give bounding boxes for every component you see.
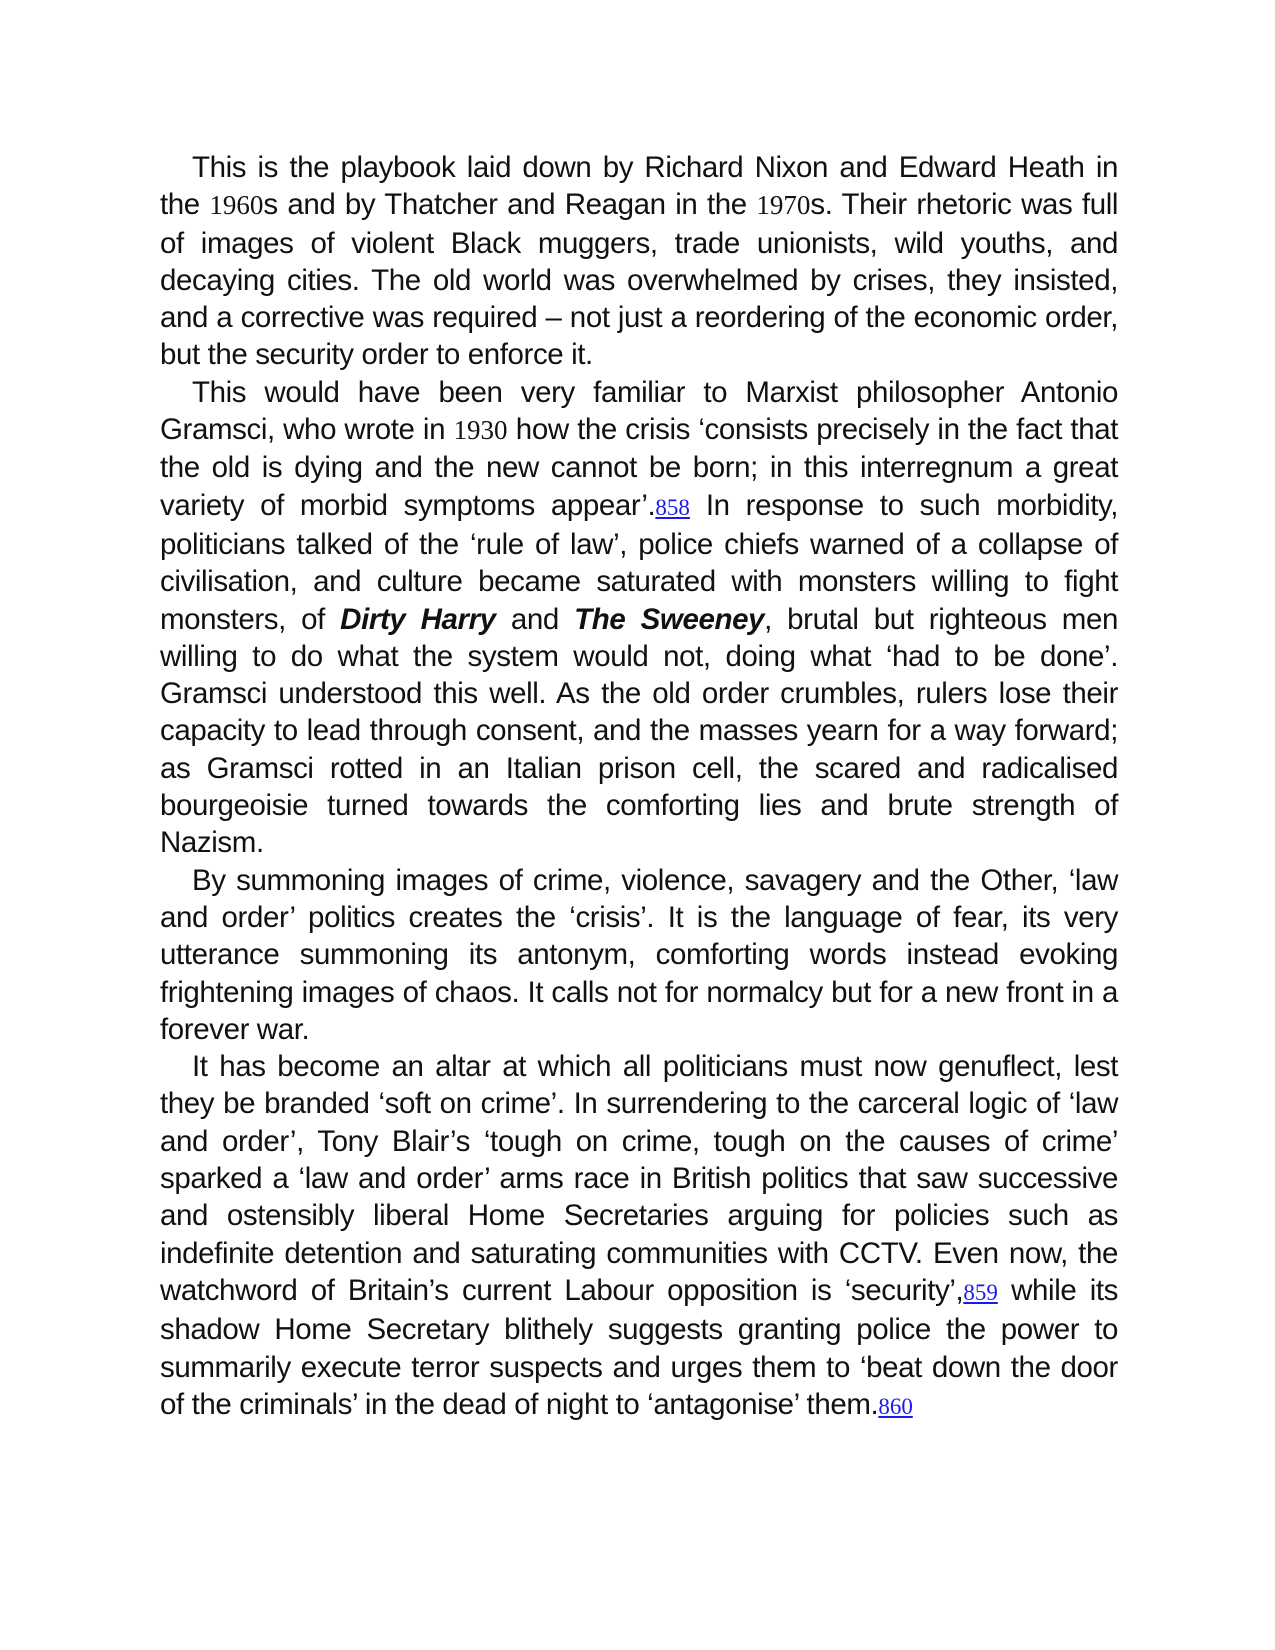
- year-number: 1970: [756, 190, 811, 221]
- footnote-link-860[interactable]: 860: [878, 1393, 913, 1419]
- paragraph-4: [160, 1048, 1118, 1425]
- paragraph-text: s and by Thatcher and Reagan in the: [263, 188, 757, 222]
- paragraph-1: [160, 149, 1118, 374]
- year-number: 1960: [209, 190, 264, 221]
- paragraph-text: while its shadow Home Secretary blithely suggests granting police the power to summarily execute terror suspects and urges them to ‘beat down the door of the criminals’ in the dead of night to ‘antagonise’ them.: [160, 1273, 1118, 1421]
- footnote-link-859[interactable]: 859: [963, 1279, 998, 1305]
- show-title-the-sweeney: The Sweeney: [574, 602, 765, 636]
- paragraph-text: and: [495, 602, 575, 636]
- paragraph-text: This would have been very familiar to Marxist philosopher Antonio Gramsci, who wrote in: [160, 375, 1118, 447]
- paragraph-text: s. Their rhetoric was full of images of violent Black muggers, trade unionists, wild youths, and decaying cities. The old world was overwhelmed by crises, they insisted, and a corrective was required – not just a reordering of the economic order, but the security order to enforce it.: [160, 188, 1119, 372]
- paragraph-text: It has become an altar at which all politicians must now genuflect, lest they be branded ‘soft on crime’. In surrendering to the carceral logic of ‘law and order’, Tony Blair’s ‘tough on crime, tough on the causes of crime’ sparked a ‘law and order’ arms race in British politics that saw successive and ostensibly liberal Home Secretaries arguing for policies such as indefinite detention and saturating communities with CCTV. Even now, the watchword of Britain’s current Labour opposition is ‘security’,: [160, 1050, 1118, 1307]
- paragraph-2: [160, 374, 1118, 862]
- film-title-dirty-harry: Dirty Harry: [340, 602, 496, 636]
- paragraph-text: By summoning images of crime, violence, savagery and the Other, ‘law and order’ politics creates the ‘crisis’. It is the language of fear, its very utterance summoning its antonym, comforting words instead evoking frightening images of chaos. It calls not for normalcy but for a new front in a forever war.: [160, 863, 1118, 1046]
- year-number: 1930: [453, 415, 508, 446]
- paragraph-3: [160, 862, 1118, 1048]
- paragraph-text: In response to such morbidity, politicians talked of the ‘rule of law’, police chiefs warned of a collapse of civilisation, and culture became saturated with monsters willing to fight monsters, of: [160, 488, 1118, 636]
- paragraph-text: This is the playbook laid down by Richard Nixon and Edward Heath in the: [160, 151, 1118, 222]
- paragraph-text: , brutal but righteous men willing to do what the system would not, doing what ‘had to be done’. Gramsci understood this well. As the old order crumbles, rulers lose their capacity to lead through consent, and the masses yearn for a way forward; as Gramsci rotted in an Italian prison cell, the scared and radicalised bourgeoisie turned towards the comforting lies and brute strength of Nazism.: [160, 602, 1118, 860]
- footnote-link-858[interactable]: 858: [655, 494, 690, 520]
- paragraph-text: how the crisis ‘consists precisely in the fact that the old is dying and the new cannot be born; in this interregnum a great variety of morbid symptoms appear’.: [160, 413, 1119, 522]
- body-text: [160, 149, 1118, 1425]
